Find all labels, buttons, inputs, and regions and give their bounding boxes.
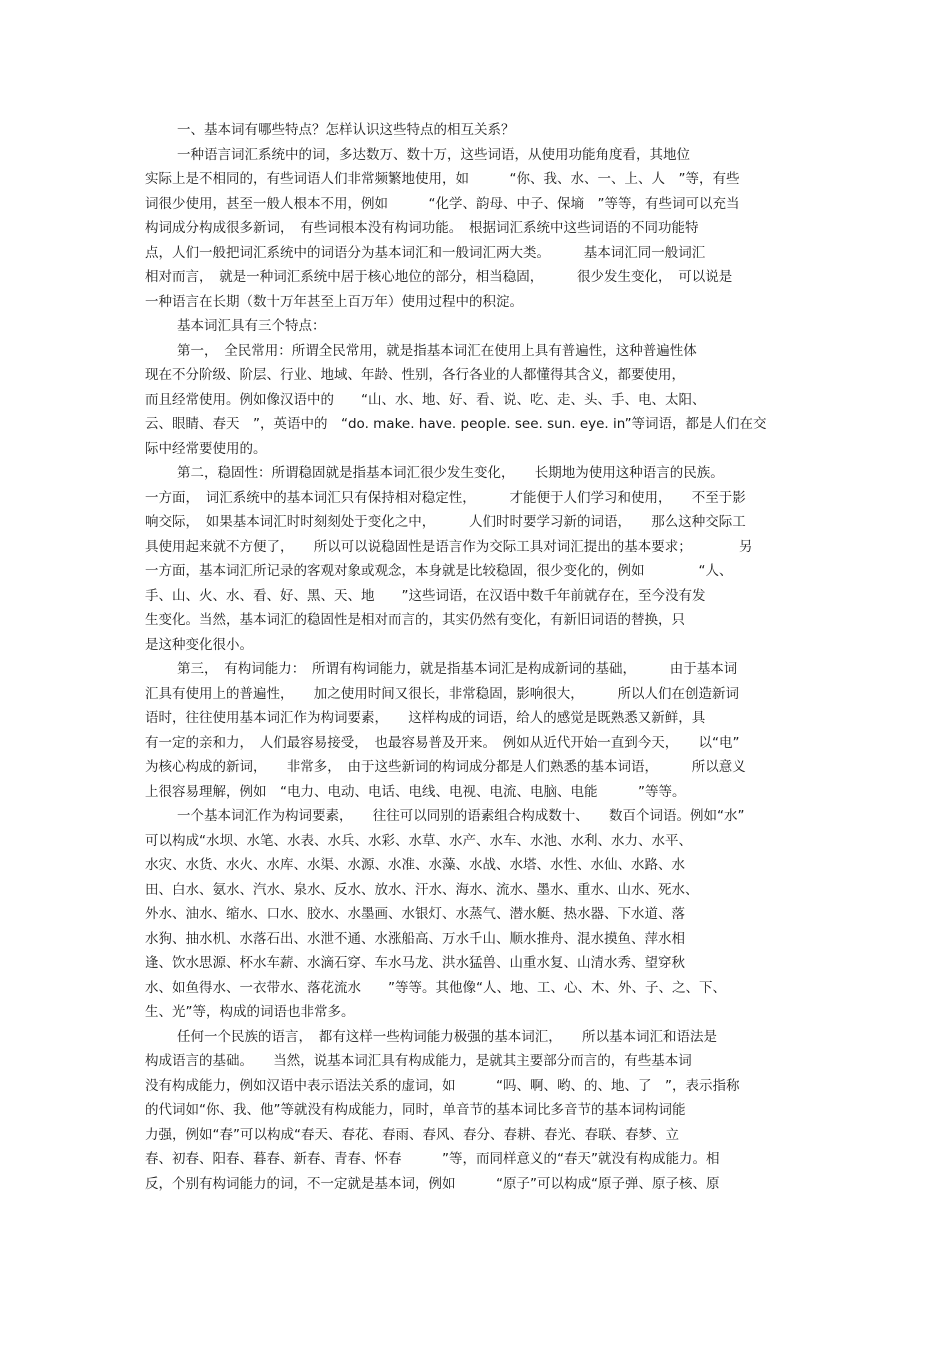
text-line: 可以构成“水坝、水笔、水表、水兵、水彩、水草、水产、水车、水池、水利、水力、水平、 — [145, 832, 692, 849]
text-line: 任何一个民族的语言， 都有这样一些构词能力极强的基本词汇， 所以基本词汇和语法是 — [177, 1028, 717, 1045]
text-line: 而且经常使用。例如像汉语中的 “山、水、地、好、看、说、吃、走、头、手、电、太阳、 — [145, 391, 706, 408]
text-line: 具使用起来就不方便了， 所以可以说稳固性是语言作为交际工具对词汇提出的基本要求； 另 — [145, 538, 753, 555]
text-line: 为核心构成的新词， 非常多， 由于这些新词的构词成分都是人们熟悉的基本词语， 所以意义 — [145, 759, 746, 775]
text-line: 一个基本词汇作为构词要素， 往往可以同别的语素组合构成数十、 数百个词语。例如“水” — [177, 808, 745, 824]
text-line: 相对而言， 就是一种词汇系统中居于核心地位的部分，相当稳固， 很少发生变化， 可以说是 — [145, 269, 733, 285]
text-line: 响交际， 如果基本词汇时时刻刻处于变化之中， 人们时时要学习新的词语， 那么这种交际工 — [145, 514, 746, 530]
text-line: 第三， 有构词能力： 所谓有构词能力，就是指基本词汇是构成新词的基础， 由于基本词 — [177, 661, 738, 677]
text-line: 构词成分构成很多新词， 有些词根本没有构词功能。 根据词汇系统中这些词语的不同功能特 — [145, 220, 699, 236]
text-line: 上很容易理解，例如 “电力、电动、电话、电线、电视、电流、电脑、电能 ”等等。 — [145, 783, 686, 800]
text-line: 逢、饮水思源、杯水车薪、水滴石穿、车水马龙、洪水猛兽、山重水复、山清水秀、望穿秋 — [145, 955, 685, 971]
text-line: 构成语言的基础。 当然，说基本词汇具有构成能力，是就其主要部分而言的，有些基本词 — [145, 1053, 692, 1069]
text-line: 没有构成能力，例如汉语中表示语法关系的虚词，如 “吗、啊、哟、的、地、了 ”，表示指称 — [145, 1077, 740, 1094]
text-line: 外水、油水、缩水、口水、胶水、水墨画、水银灯、水蒸气、潜水艇、热水器、下水道、落 — [145, 906, 685, 922]
text-line: 第二，稳固性：所谓稳固就是指基本词汇很少发生变化， 长期地为使用这种语言的民族。 — [177, 465, 724, 481]
text-line: 反，个别有构词能力的词，不一定就是基本词，例如 “原子”可以构成“原子弹、原子核、原 — [145, 1175, 720, 1192]
text-line: 的代词如“你、我、他”等就没有构成能力，同时，单音节的基本词比多音节的基本词构词能 — [145, 1102, 686, 1118]
text-line: 春、初春、阳春、暮春、新春、青春、怀春 ”等，而同样意义的“春天”就没有构成能力。相 — [145, 1151, 720, 1167]
text-line: 水灾、水货、水火、水库、水渠、水源、水准、水藻、水战、水塔、水性、水仙、水路、水 — [145, 857, 685, 873]
text-line: 一种语言在长期（数十万年甚至上百万年）使用过程中的积淀。 — [145, 293, 523, 310]
text-line: 点，人们一般把词汇系统中的词语分为基本词汇和一般词汇两大类。 基本词汇同一般词汇 — [145, 244, 706, 261]
text-line: 实际上是不相同的，有些词语人们非常频繁地使用，如 “你、我、水、一、上、人 ”等，有些 — [145, 171, 740, 187]
text-line: 力强，例如“春”可以构成“春天、春花、春雨、春风、春分、春耕、春光、春联、春梦、立 — [145, 1126, 679, 1143]
text-line: 水狗、抽水机、水落石出、水泄不通、水涨船高、万水千山、顺水推舟、混水摸鱼、萍水相 — [145, 930, 685, 947]
text-line: 一方面， 词汇系统中的基本词汇只有保持相对稳定性， 才能便于人们学习和使用， 不至于影 — [145, 489, 746, 506]
text-line: 手、山、火、水、看、好、黑、天、地 ”这些词语，在汉语中数千年前就存在，至今没有发 — [145, 587, 706, 604]
text-line: 语时，往往使用基本词汇作为构词要素， 这样构成的词语，给人的感觉是既熟悉又新鲜，具 — [145, 710, 706, 726]
text-line: 一方面，基本词汇所记录的客观对象或观念，本身就是比较稳固，很少变化的，例如 “人、 — [145, 563, 733, 579]
text-line: 汇具有使用上的普遍性， 加之使用时间又很长，非常稳固，影响很大， 所以人们在创造新词 — [145, 685, 739, 702]
text-line: 现在不分阶级、阶层、行业、地域、年龄、性别，各行各业的人都懂得其含义，都要使用， — [145, 367, 685, 383]
text-line: 词很少使用，甚至一般人根本不用，例如 “化学、韵母、中子、保墒 ”等等，有些词可以充当 — [145, 195, 740, 212]
text-line: 云、眼睛、春天 ”，英语中的 “do. make. have. people. see. sun. eye. in”等词语，都是人们在交 — [145, 416, 767, 432]
text-line: 是这种变化很小。 — [145, 636, 253, 653]
text-line: 生、光”等，构成的词语也非常多。 — [145, 1004, 355, 1020]
text-line: 田、白水、氨水、汽水、泉水、反水、放水、汗水、海水、流水、墨水、重水、山水、死水、 — [145, 881, 699, 898]
text-line: 际中经常要使用的。 — [145, 440, 267, 457]
text-line: 基本词汇具有三个特点： — [177, 318, 326, 334]
text-line: 水、如鱼得水、一衣带水、落花流水 ”等等。其他像“人、地、工、心、木、外、子、之、下、 — [145, 979, 726, 996]
text-line: 一、基本词有哪些特点？怎样认识这些特点的相互关系？ — [177, 122, 515, 138]
text-line: 有一定的亲和力， 人们最容易接受， 也最容易普及开来。 例如从近代开始一直到今天， 以“电” — [145, 734, 740, 751]
text-line: 生变化。当然，基本词汇的稳固性是相对而言的，其实仍然有变化，有新旧词语的替换，只 — [145, 612, 685, 628]
text-line: 一种语言词汇系统中的词，多达数万、数十万，这些词语，从使用功能角度看，其地位 — [177, 146, 690, 163]
text-line: 第一， 全民常用：所谓全民常用，就是指基本词汇在使用上具有普遍性，这种普遍性体 — [177, 342, 697, 359]
